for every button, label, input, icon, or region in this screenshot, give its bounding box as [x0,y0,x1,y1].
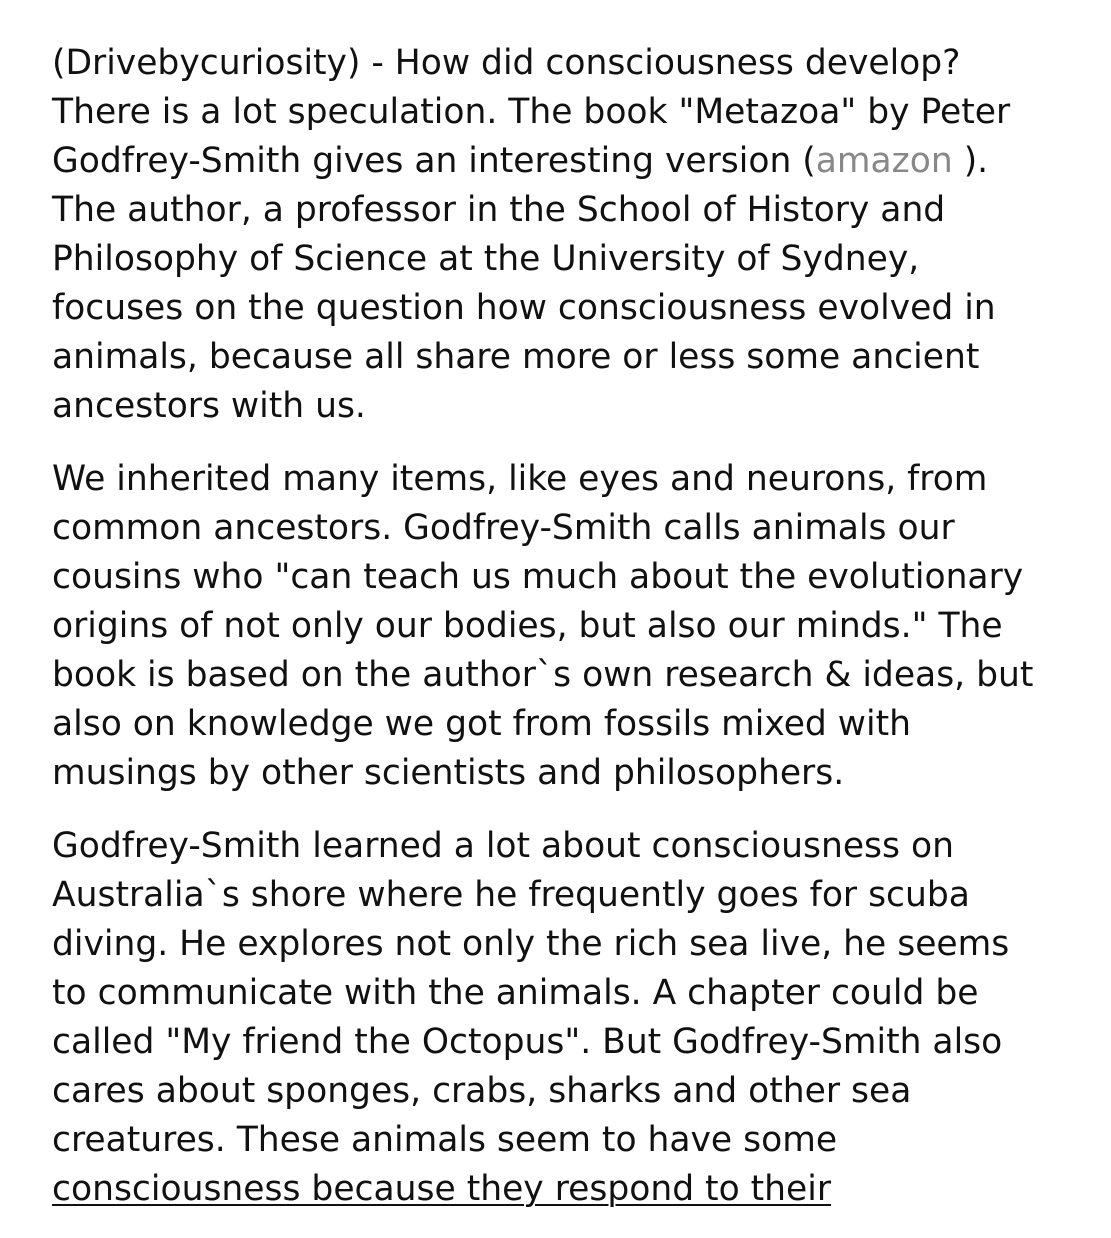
paragraph-2 [52,455,1077,798]
text-line: We inherited many items, like eyes and neurons, from [52,459,988,499]
text-line: called "My friend the Octopus". But Godfrey-Smith also [52,1022,1003,1062]
text-line: Philosophy of Science at the University of Sydney, [52,239,920,279]
paragraph-1 [52,39,1077,431]
text-line: Australia`s shore where he frequently goes for scuba [52,875,970,915]
text-line: book is based on the author`s own research & ideas, but [52,655,1034,695]
text-line: creatures. These animals seem to have some [52,1120,838,1160]
text-segment: Godfrey-Smith gives an interesting version ( [52,141,816,181]
text-line: focuses on the question how consciousness evolved in [52,288,996,328]
text-line: musings by other scientists and philosophers. [52,753,845,793]
text-line-with-link [52,137,1077,186]
text-line: There is a lot speculation. The book "Metazoa" by Peter [52,92,1011,132]
text-line: The author, a professor in the School of History and [52,190,946,230]
text-line: ancestors with us. [52,386,366,426]
amazon-link[interactable]: amazon [815,141,953,181]
text-line: animals, because all share more or less some ancient [52,337,980,377]
text-line: origins of not only our bodies, but also our minds." The [52,606,1003,646]
text-line: also on knowledge we got from fossils mixed with [52,704,911,744]
text-line: Godfrey-Smith learned a lot about consciousness on [52,826,954,866]
text-line: to communicate with the animals. A chapter could be [52,973,979,1013]
text-line: (Drivebycuriosity) - How did consciousness develop? [52,43,961,83]
text-line-cut-off: consciousness because they respond to their [52,1169,832,1209]
text-line: cousins who "can teach us much about the evolutionary [52,557,1024,597]
text-segment: ). [952,141,989,181]
article-body [52,39,1077,1238]
text-line: common ancestors. Godfrey-Smith calls animals our [52,508,955,548]
text-line: cares about sponges, crabs, sharks and other sea [52,1071,912,1111]
paragraph-3 [52,822,1077,1214]
text-line: diving. He explores not only the rich sea live, he seems [52,924,1010,964]
